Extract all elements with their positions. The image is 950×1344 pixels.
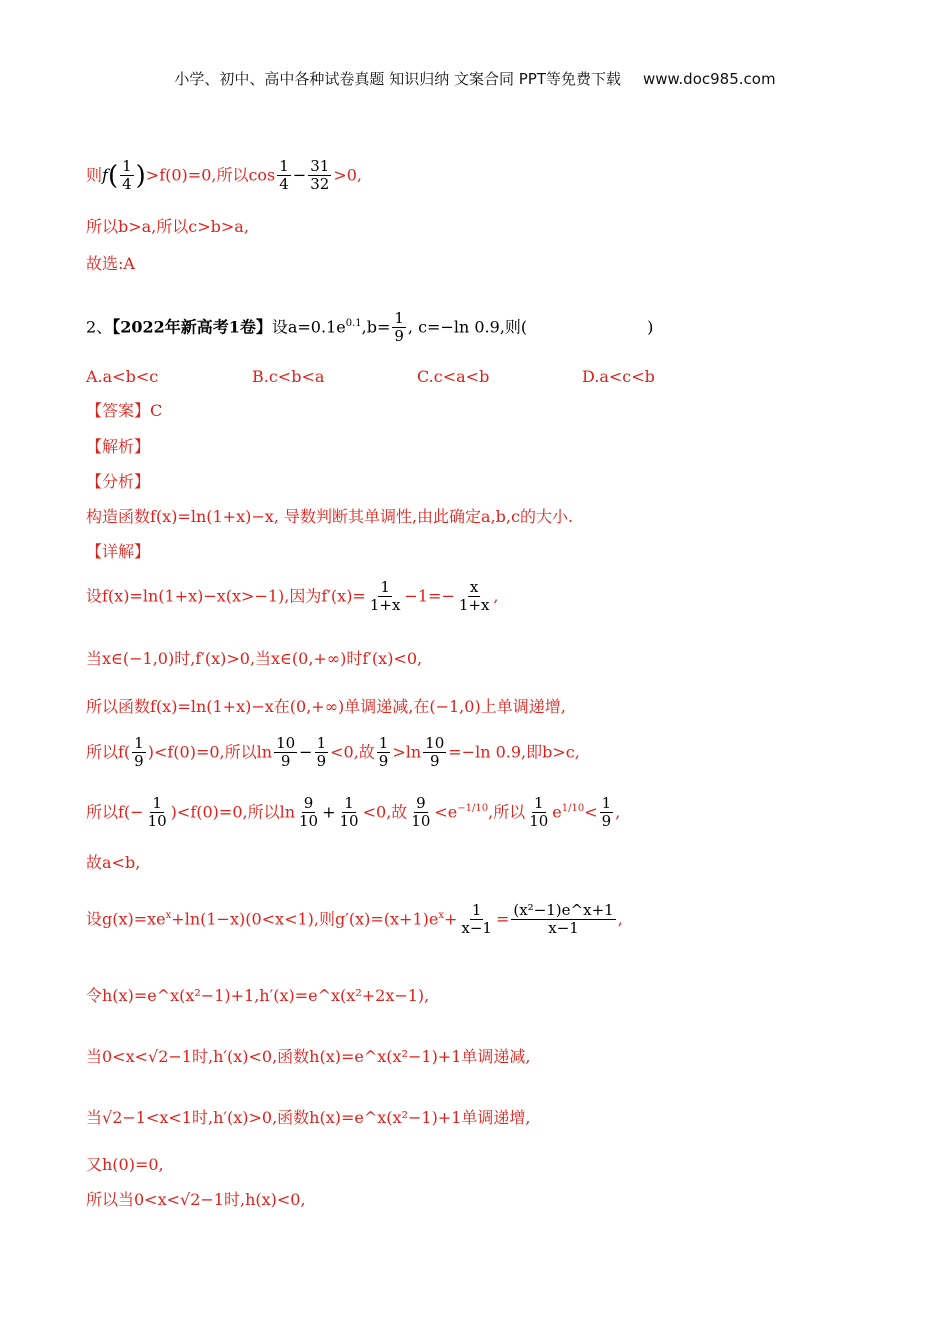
- question-2: 2、【2022年新高考1卷】设$a=0.1e^{0.1},b=$ $\frac{1}{9}$ , c=−ln 0.9,则( ): [86, 309, 654, 346]
- solution-line-1: 则f( $\frac{1}{4}$ )>f(0)=0,所以cos $\frac{1}{4}$ − $\frac{31}{32}$ >0,: [86, 157, 362, 194]
- fenxi-text: 构造函数f(x)=ln(1+x)−x, 导数判断其单调性,由此确定a,b,c的大小.: [86, 507, 574, 526]
- detail-line-7: 设$g(x)=xe^x+\ln(1-x)(0<x<1)$,则$g'(x)=(x+1)e^x+$ $\frac{1}{x-1}$ = $\frac{\text{(x²−1)e\textasciicircum{}x+1}}{x-1}$ ,: [86, 901, 623, 938]
- analysis-label: 【解析】: [86, 437, 151, 456]
- detail-label: 【详解】: [86, 542, 151, 561]
- detail-line-10: 当√2−1<x<1时,h′(x)>0,函数h(x)=e^x(x²−1)+1单调递增,: [86, 1108, 531, 1127]
- detail-line-9: 当0<x<√2−1时,h′(x)<0,函数h(x)=e^x(x²−1)+1单调递减,: [86, 1047, 531, 1066]
- detail-line-11: 又h(0)=0,: [86, 1155, 164, 1174]
- answer-label: 【答案】C: [86, 401, 163, 420]
- header-url: www.doc985.com: [642, 70, 776, 88]
- detail-line-1: 设f(x)=ln(1+x)−x(x>−1),因为f′(x)= $\frac{1}{1+x}$ −1=− $\frac{x}{1+x}$ ,: [86, 578, 499, 615]
- detail-line-4: 所以f( $\frac{1}{9}$ )<f(0)=0,所以ln $\frac{10}{9}$ − $\frac{1}{9}$ <0,故 $\frac{1}{9}$ >ln $\frac{10}{9}$ =−ln 0.9,即b>c,: [86, 734, 580, 771]
- detail-line-8: 令h(x)=e^x(x²−1)+1,h′(x)=e^x(x²+2x−1),: [86, 986, 430, 1005]
- detail-line-5: 所以f(− $\frac{1}{10}$ )<f(0)=0,所以ln $\frac{9}{10}$ + $\frac{1}{10}$ <0,故 $\frac{9}{10}$ $<e^{-1/10}$,所以 $\frac{1}{10}$ $e^{1/10}<$ $\frac{1}{9}$ ,: [86, 794, 621, 831]
- option-c: C.c<a<b: [417, 367, 490, 386]
- detail-line-3: 所以函数f(x)=ln(1+x)−x在(0,+∞)单调递减,在(−1,0)上单调递增,: [86, 697, 566, 716]
- solution-line-3: 故选:A: [86, 254, 135, 273]
- page-header: [0, 68, 950, 89]
- option-a: A.a<b<c: [86, 367, 159, 386]
- detail-line-6: 故a<b,: [86, 853, 141, 872]
- header-text: 小学、初中、高中各种试卷真题 知识归纳 文案合同 PPT等免费下载: [174, 70, 621, 88]
- option-d: D.a<c<b: [582, 367, 655, 386]
- detail-line-12: 所以当0<x<√2−1时,h(x)<0,: [86, 1190, 306, 1209]
- solution-line-2: 所以b>a,所以c>b>a,: [86, 217, 249, 236]
- question-source: 【2022年新高考1卷】: [112, 317, 272, 337]
- detail-line-2: 当x∈(−1,0)时,f′(x)>0,当x∈(0,+∞)时f′(x)<0,: [86, 649, 423, 668]
- option-b: B.c<b<a: [252, 367, 325, 386]
- question-number: 2、: [86, 317, 113, 337]
- fenxi-label: 【分析】: [86, 472, 151, 491]
